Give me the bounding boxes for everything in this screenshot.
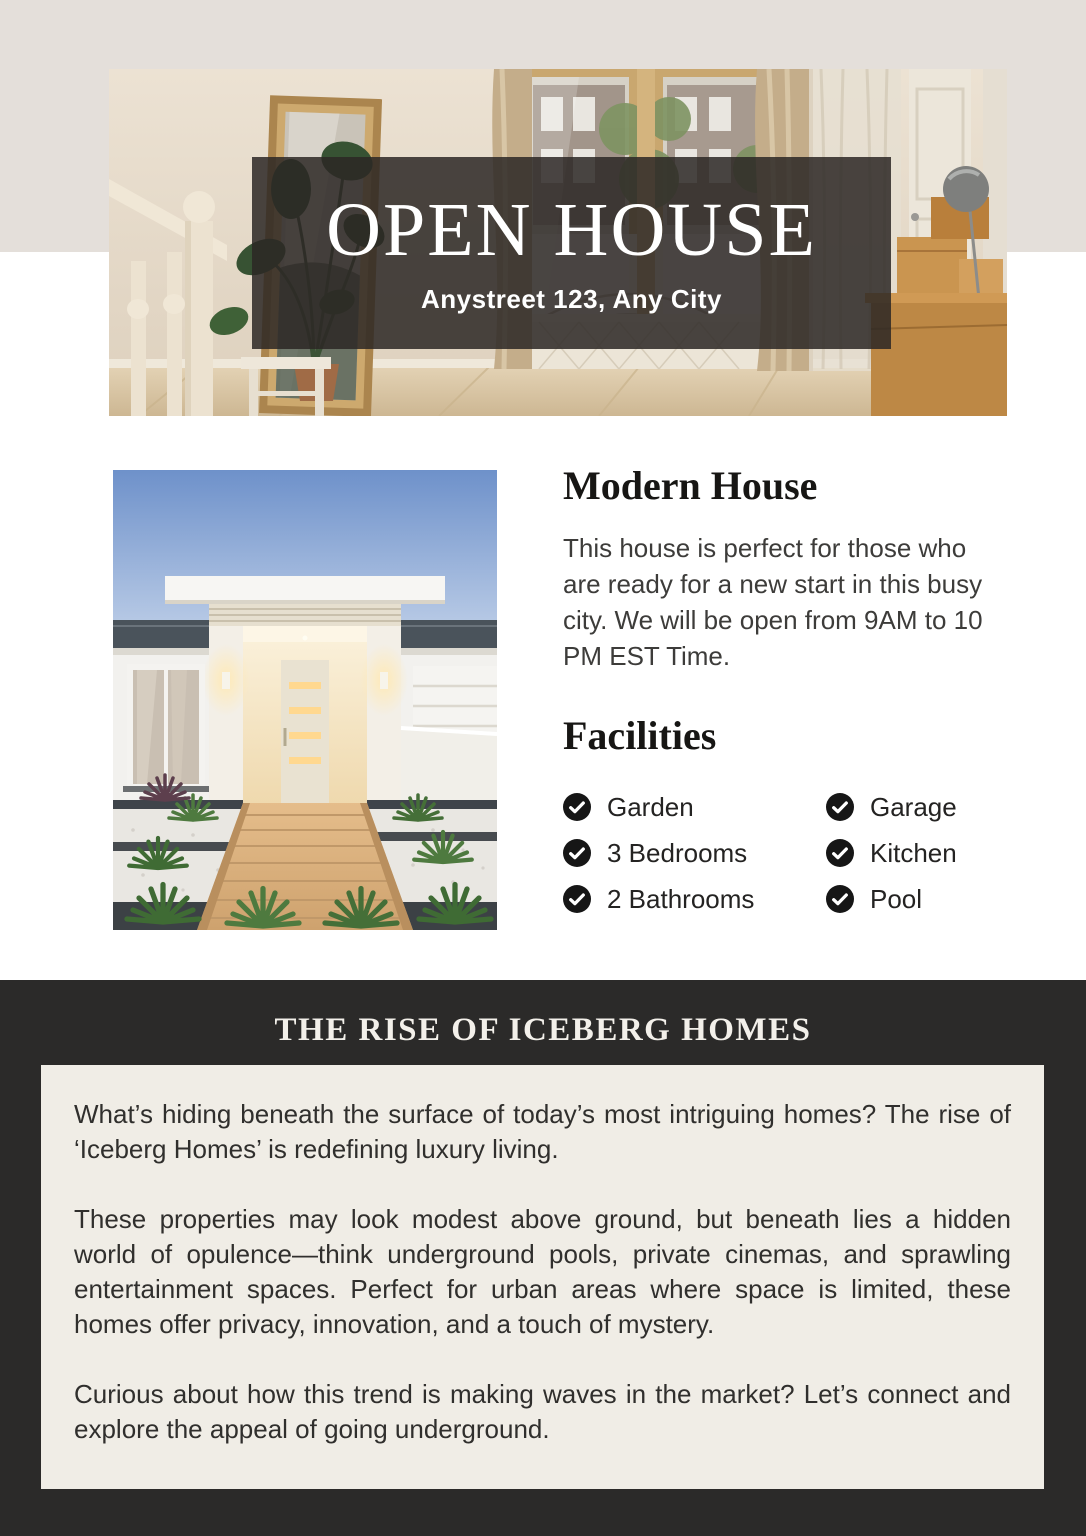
- facilities-list: [563, 784, 993, 922]
- hero-subtitle: Anystreet 123, Any City: [421, 283, 722, 314]
- facility-label: Garden: [607, 791, 694, 822]
- article-title: THE RISE OF ICEBERG HOMES: [274, 1012, 812, 1048]
- hero-title-panel: [252, 157, 891, 349]
- check-circle-icon: [563, 885, 591, 913]
- article-paragraph: What’s hiding beneath the surface of today’s most intriguing homes? The rise of ‘Iceberg Homes’ is redefining luxury living.: [74, 1099, 1011, 1164]
- facility-item: [826, 830, 957, 876]
- check-circle-icon: [826, 839, 854, 867]
- hero-title: OPEN HOUSE: [326, 187, 817, 272]
- listing-title: Modern House: [563, 463, 818, 508]
- article-paragraph: These properties may look modest above ground, but beneath lies a hidden world of opulence—think underground pools, private cinemas, and sprawling entertainment spaces. Perfect for urban areas where space is limited, these homes offer privacy, innovation, and a touch of mystery.: [74, 1204, 1011, 1339]
- article-section: [0, 980, 1086, 1536]
- article-card: [41, 1065, 1044, 1489]
- facilities-title: Facilities: [563, 713, 717, 758]
- listing-description: This house is perfect for those who are ready for a new start in this busy city. We will be open from 9AM to 10 PM EST Time.: [563, 533, 983, 671]
- listing-info: [563, 462, 993, 922]
- facility-label: 3 Bedrooms: [607, 837, 748, 868]
- facility-label: 2 Bathrooms: [607, 883, 755, 914]
- facility-label: Pool: [870, 883, 923, 914]
- hero-section: [109, 69, 1007, 416]
- article-paragraph: Curious about how this trend is making waves in the market? Let’s connect and explore the appeal of going underground.: [74, 1379, 1011, 1444]
- facility-label: Garage: [870, 791, 957, 822]
- facility-label: Kitchen: [870, 837, 957, 868]
- check-circle-icon: [826, 793, 854, 821]
- facility-item: [826, 784, 957, 830]
- check-circle-icon: [826, 885, 854, 913]
- house-photo-illustration: [113, 470, 497, 930]
- facility-item: [563, 830, 826, 876]
- check-circle-icon: [563, 839, 591, 867]
- facility-item: [563, 784, 826, 830]
- check-circle-icon: [563, 793, 591, 821]
- facility-item: [826, 876, 957, 922]
- facility-item: [563, 876, 826, 922]
- house-photo: [113, 470, 497, 930]
